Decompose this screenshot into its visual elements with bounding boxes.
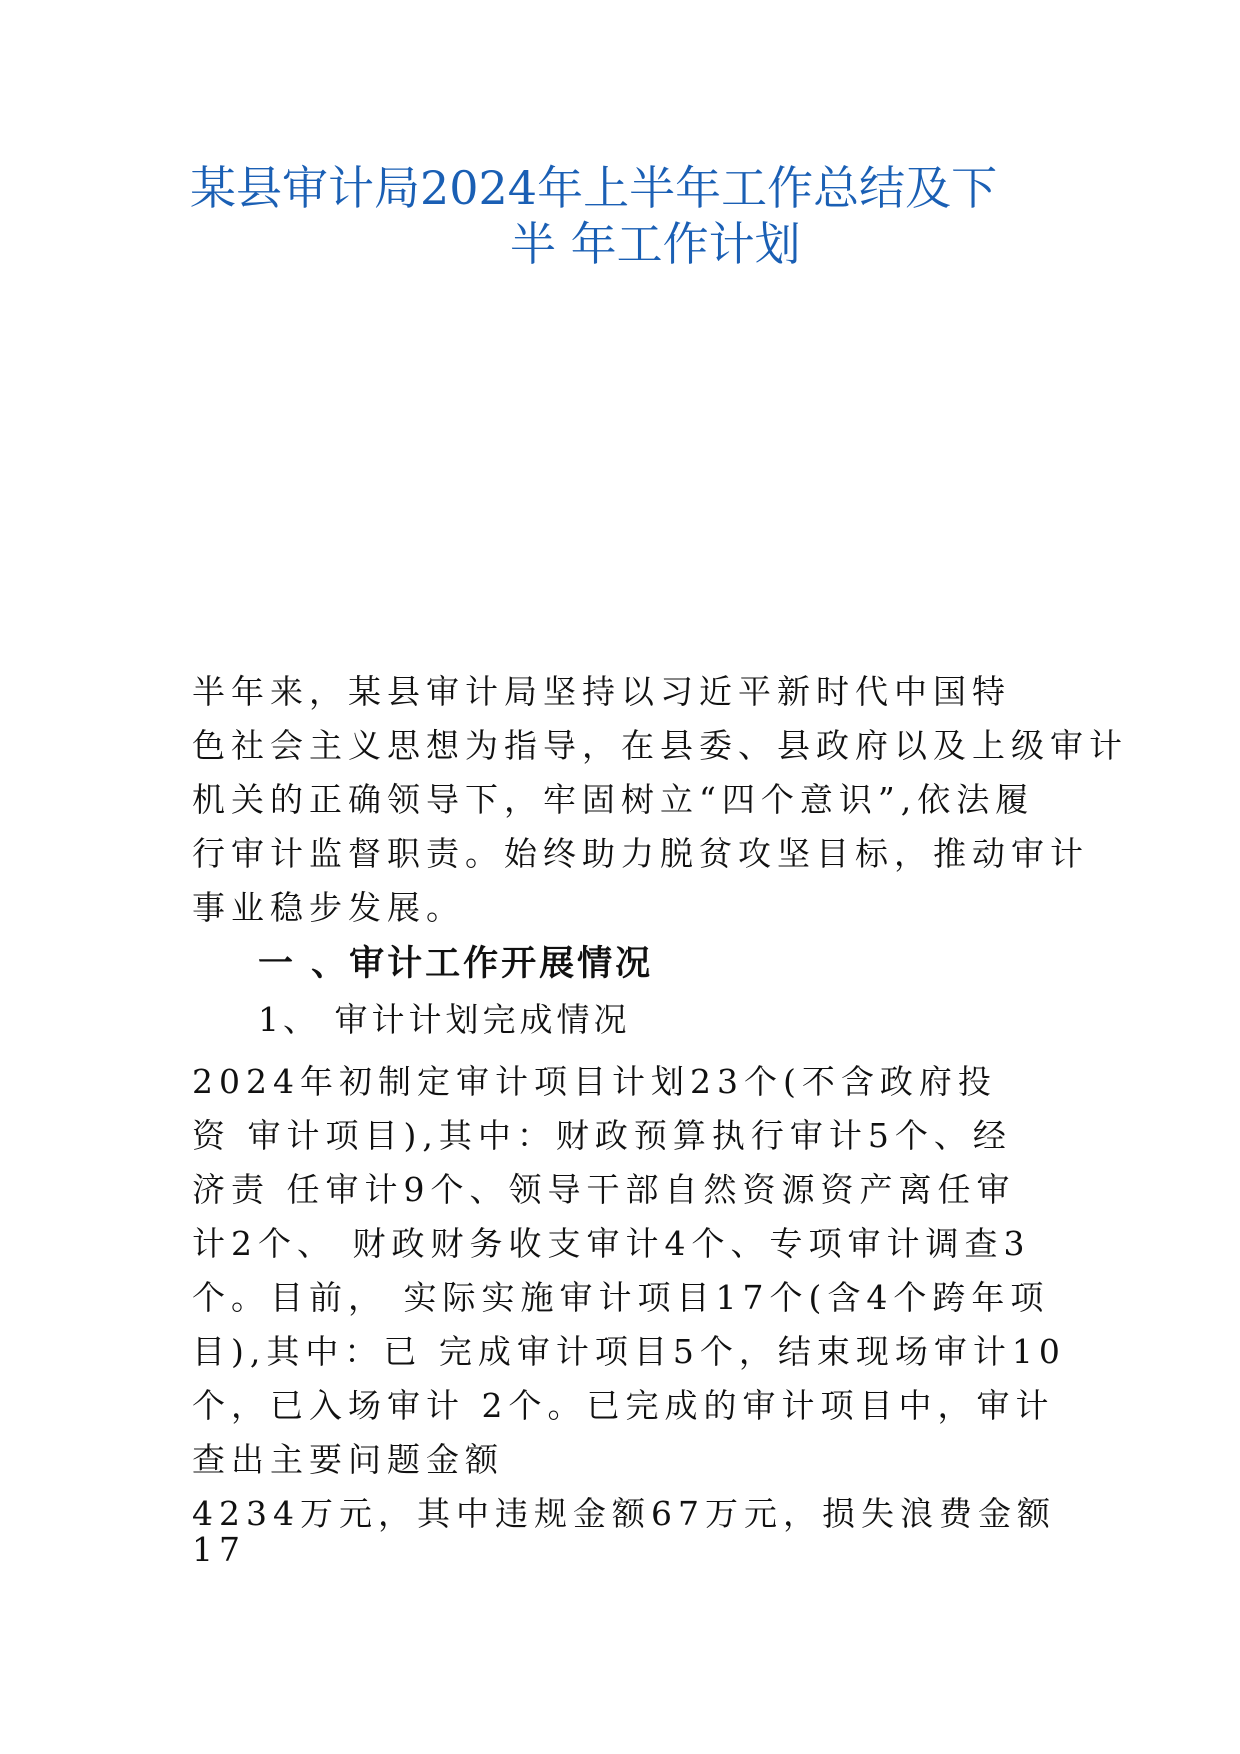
section-heading: 一 、审计工作开展情况 bbox=[258, 943, 654, 984]
body-line-1: 2024年初制定审计项目计划23个(不含政府投 bbox=[192, 1062, 997, 1101]
body-line-10: 17 bbox=[192, 1530, 246, 1569]
body-line-9: 4234万元，其中违规金额67万元，损失浪费金额 bbox=[192, 1494, 1056, 1533]
intro-line-1: 半年来，某县审计局坚持以习近平新时代中国特 bbox=[192, 672, 1011, 711]
document-title-line-1: 某县审计局2024年上半年工作总结及下 bbox=[190, 161, 998, 215]
intro-line-2: 色社会主义思想为指导，在县委、县政府以及上级审计 bbox=[192, 726, 1128, 765]
document-title-line-2: 半 年工作计划 bbox=[510, 217, 801, 271]
subsection-heading: 1、 审计计划完成情况 bbox=[258, 1000, 631, 1039]
body-line-3: 济责 任审计9个、领导干部自然资源资产离任审 bbox=[192, 1170, 1016, 1209]
intro-line-5: 事业稳步发展。 bbox=[192, 888, 465, 927]
body-line-6: 目),其中：已 完成审计项目5个，结束现场审计10 bbox=[192, 1332, 1066, 1371]
intro-line-3: 机关的正确领导下，牢固树立“四个意识”,依法履 bbox=[192, 780, 1035, 819]
body-line-2: 资 审计项目),其中：财政预算执行审计5个、经 bbox=[192, 1116, 1012, 1155]
body-line-7: 个，已入场审计 2个。已完成的审计项目中，审计 bbox=[192, 1386, 1055, 1425]
body-line-8: 查出主要问题金额 bbox=[192, 1440, 504, 1479]
intro-line-4: 行审计监督职责。始终助力脱贫攻坚目标，推动审计 bbox=[192, 834, 1089, 873]
body-line-4: 计2个、 财政财务收支审计4个、专项审计调查3 bbox=[192, 1224, 1031, 1263]
body-line-5: 个。目前， 实际实施审计项目17个(含4个跨年项 bbox=[192, 1278, 1050, 1317]
